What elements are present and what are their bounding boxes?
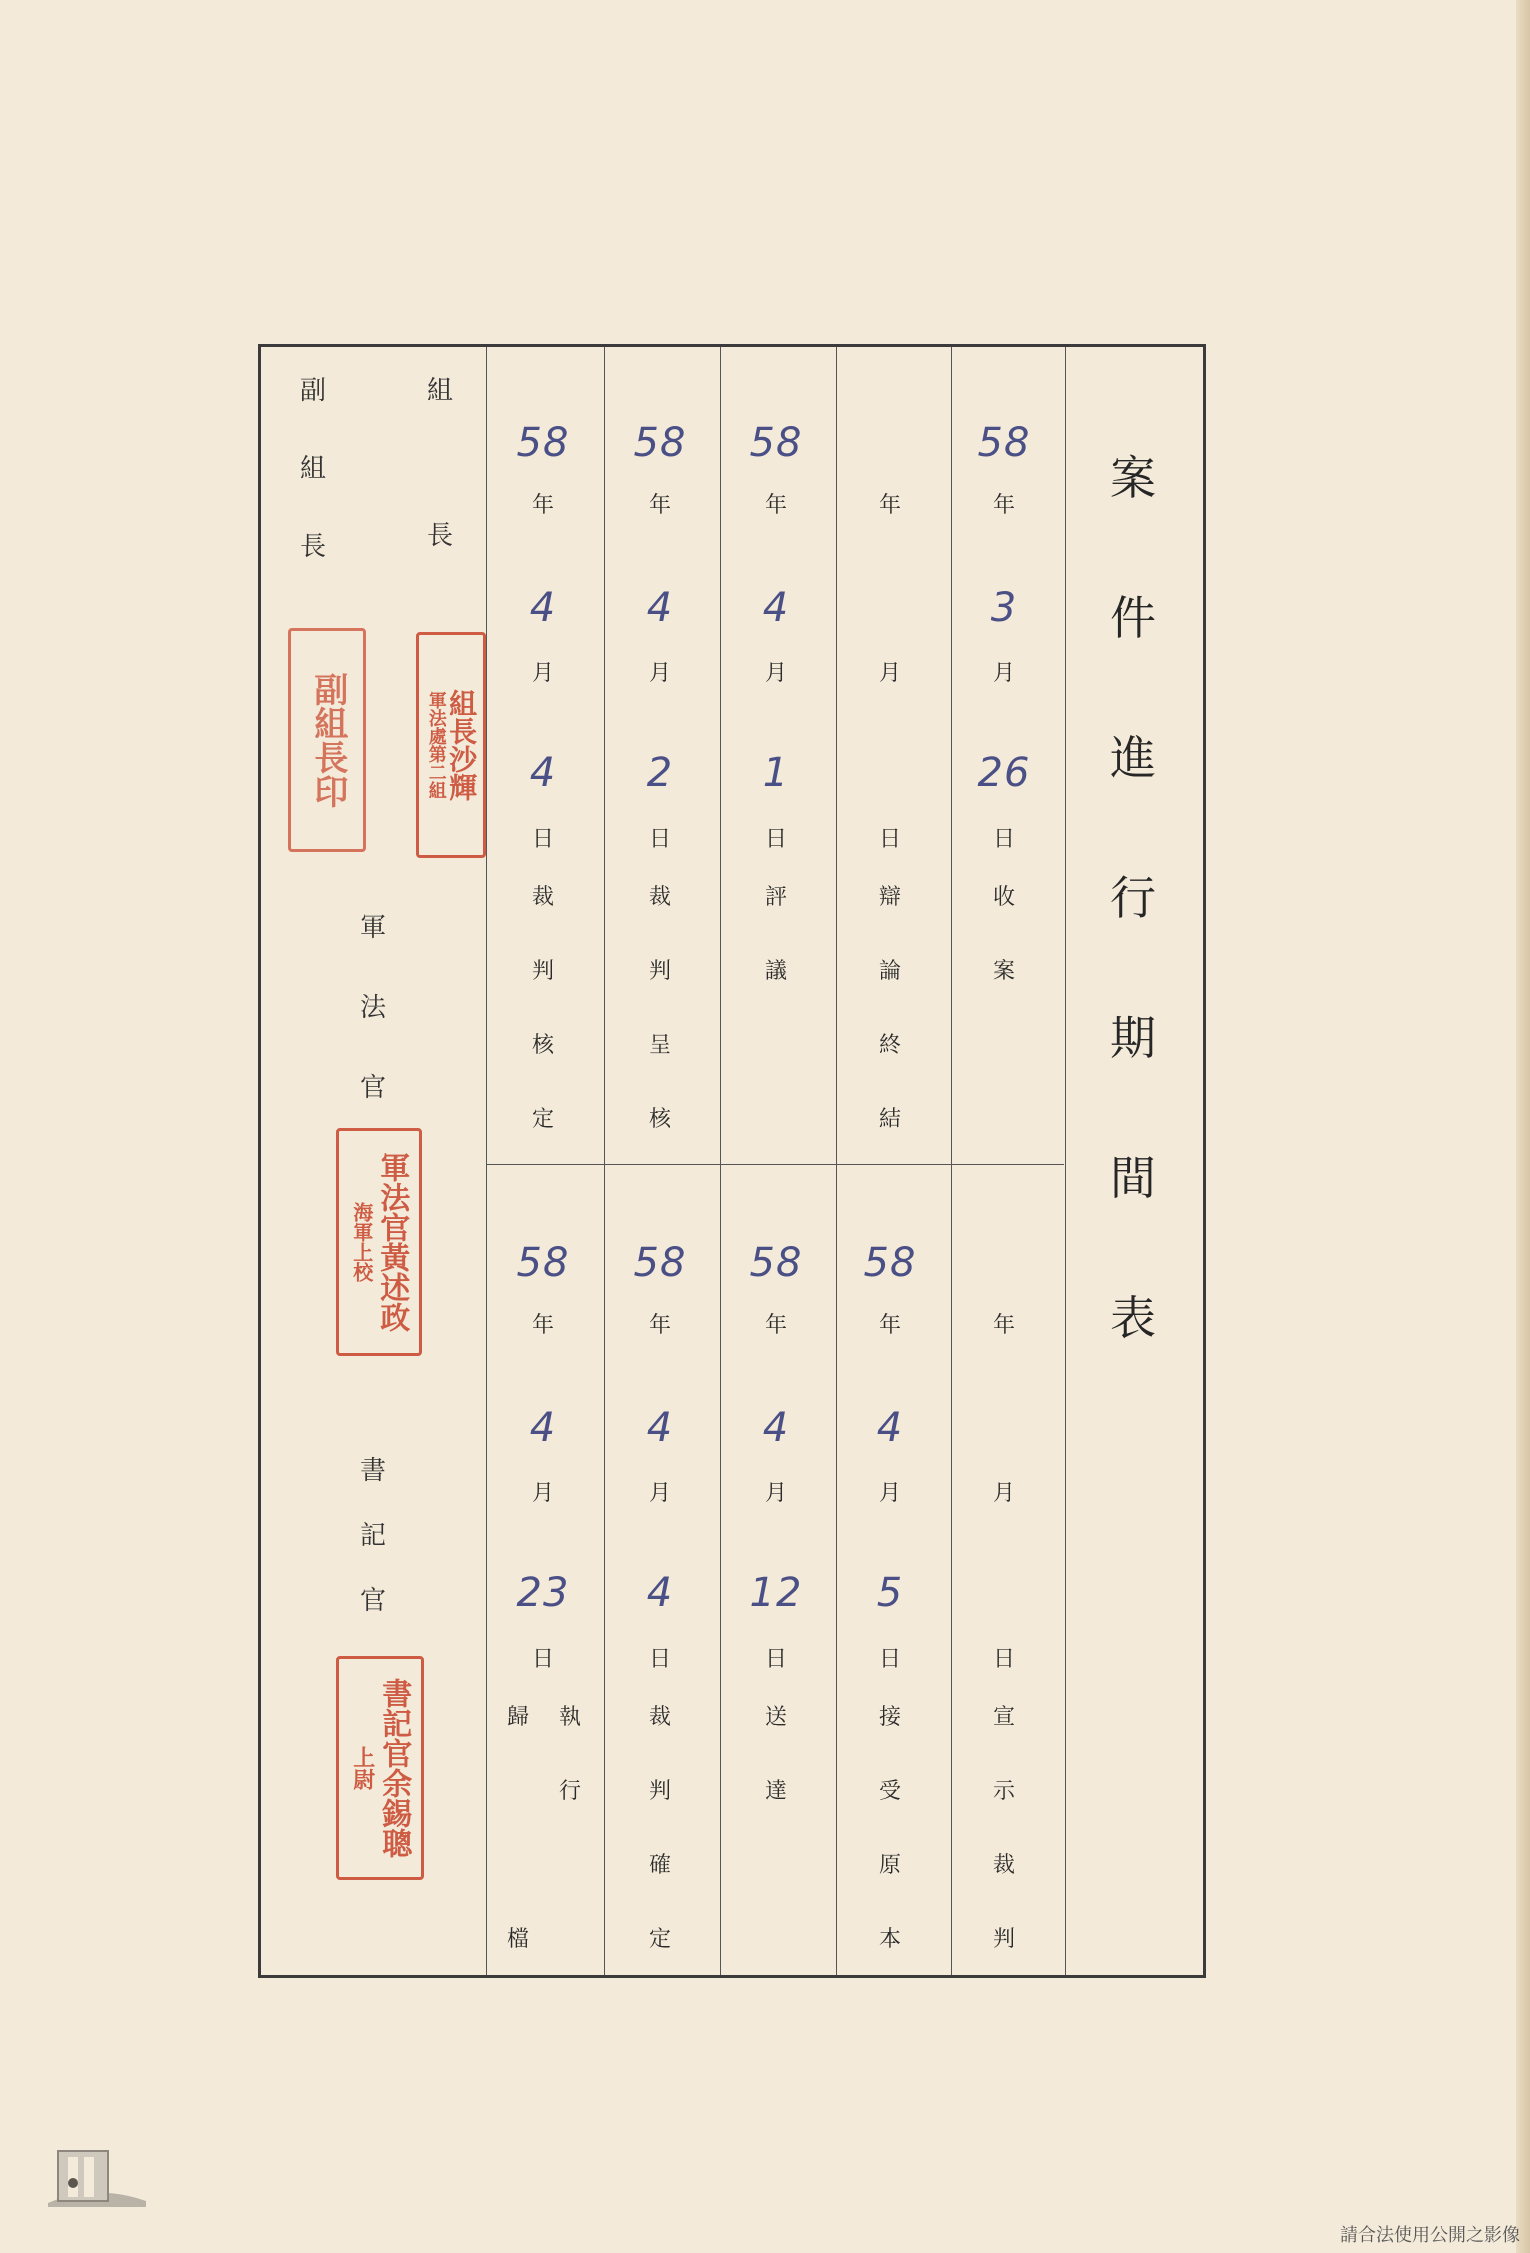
upper-row-label-char: 裁 xyxy=(532,885,555,910)
lower-row-label2-char: 歸 xyxy=(507,1705,530,1730)
archive-logo-icon xyxy=(44,2143,150,2209)
lower-row-label-char: 示 xyxy=(993,1779,1016,1804)
lower-row-year-value: 58 xyxy=(749,1240,803,1286)
lower-row-year-unit: 年 xyxy=(993,1313,1016,1338)
label-char: 副 xyxy=(300,376,327,406)
upper-row-month-value: 4 xyxy=(529,585,557,631)
lower-row-year-value: 58 xyxy=(633,1240,687,1286)
label-char: 長 xyxy=(427,521,454,551)
upper-row-year-unit: 年 xyxy=(649,493,672,518)
lower-row-label-char: 執 xyxy=(559,1705,582,1730)
lower-row-month-value: 4 xyxy=(529,1405,557,1451)
label-char: 長 xyxy=(300,532,327,562)
lower-row-label-char: 原 xyxy=(879,1853,902,1878)
upper-row-label-char: 判 xyxy=(649,959,672,984)
upper-row-year-unit: 年 xyxy=(993,493,1016,518)
lower-row-label2-char: 檔 xyxy=(507,1927,530,1952)
lower-row-day-unit: 日 xyxy=(765,1647,788,1672)
upper-row-label-char: 終 xyxy=(879,1033,902,1058)
upper-row-day-unit: 日 xyxy=(993,827,1016,852)
upper-row-label-char: 定 xyxy=(532,1107,555,1132)
upper-row-label-char: 收 xyxy=(993,885,1016,910)
upper-row-day-unit: 日 xyxy=(765,827,788,852)
upper-row-label-char: 辯 xyxy=(879,885,902,910)
lower-row-month-value: 4 xyxy=(646,1405,674,1451)
lower-row-label-char: 本 xyxy=(879,1927,902,1952)
lower-row-year-value: 58 xyxy=(516,1240,570,1286)
label-char: 官 xyxy=(360,1586,387,1616)
upper-row-label-char: 論 xyxy=(879,959,902,984)
deputy-group-leader-seal: 副組長印 xyxy=(288,628,366,852)
upper-row-month-unit: 月 xyxy=(765,661,788,686)
label-char: 記 xyxy=(360,1521,387,1551)
upper-row-label-char: 評 xyxy=(765,885,788,910)
group-leader-seal: 軍法處第二組 組長沙輝 xyxy=(416,632,486,858)
lower-row-label-char: 受 xyxy=(879,1779,902,1804)
title-char: 表 xyxy=(1110,1291,1156,1345)
upper-row-label-char: 判 xyxy=(532,959,555,984)
document-title xyxy=(1110,451,1156,1435)
upper-row-day-value: 26 xyxy=(977,750,1031,796)
upper-row-day-unit: 日 xyxy=(879,827,902,852)
label-char: 組 xyxy=(300,454,327,484)
label-char: 組 xyxy=(427,376,454,406)
lower-row-month-unit: 月 xyxy=(879,1481,902,1506)
usage-notice: 請合法使用公開之影像 xyxy=(1340,2225,1520,2246)
title-char: 件 xyxy=(1110,591,1156,645)
title-char: 案 xyxy=(1110,451,1156,505)
upper-row-year-value: 58 xyxy=(977,420,1031,466)
lower-row-day-value: 23 xyxy=(516,1570,570,1616)
lower-row-day-unit: 日 xyxy=(993,1647,1016,1672)
paper-edge xyxy=(1516,0,1530,2253)
lower-row-day-unit: 日 xyxy=(649,1647,672,1672)
lower-row-month-unit: 月 xyxy=(649,1481,672,1506)
upper-row-label-char: 呈 xyxy=(649,1033,672,1058)
upper-row-month-value: 3 xyxy=(990,585,1018,631)
upper-row-label-char: 核 xyxy=(649,1107,672,1132)
upper-row-year-unit: 年 xyxy=(765,493,788,518)
title-char: 間 xyxy=(1110,1151,1156,1205)
lower-row-year-unit: 年 xyxy=(532,1313,555,1338)
clerk-seal: 上尉 書記官余錫聰 xyxy=(336,1656,424,1880)
lower-row-month-unit: 月 xyxy=(993,1481,1016,1506)
clerk-label xyxy=(360,1458,386,1653)
title-char: 進 xyxy=(1110,731,1156,785)
upper-row-day-value: 1 xyxy=(762,750,790,796)
upper-row-label-char: 裁 xyxy=(649,885,672,910)
lower-row-month-value: 4 xyxy=(876,1405,904,1451)
upper-row-month-unit: 月 xyxy=(532,661,555,686)
label-char: 軍 xyxy=(360,913,387,943)
lower-row-label-char: 接 xyxy=(879,1705,902,1730)
upper-row-year-unit: 年 xyxy=(879,493,902,518)
label-char: 官 xyxy=(360,1073,387,1103)
lower-row-label-char: 判 xyxy=(993,1927,1016,1952)
label-char: 書 xyxy=(360,1456,387,1486)
lower-row-label-char: 送 xyxy=(765,1705,788,1730)
lower-row-label-char: 裁 xyxy=(993,1853,1016,1878)
label-char: 法 xyxy=(360,993,387,1023)
group-leader-label xyxy=(427,378,453,668)
lower-row-label-char: 判 xyxy=(649,1779,672,1804)
upper-row-year-value: 58 xyxy=(516,420,570,466)
lower-row-day-value: 4 xyxy=(646,1570,674,1616)
upper-row-label-char: 案 xyxy=(993,959,1016,984)
col-divider xyxy=(1065,347,1066,1975)
upper-row-label-char: 結 xyxy=(879,1107,902,1132)
lower-row-month-unit: 月 xyxy=(532,1481,555,1506)
title-char: 行 xyxy=(1110,871,1156,925)
upper-row-year-value: 58 xyxy=(633,420,687,466)
upper-row-label-char: 議 xyxy=(765,959,788,984)
lower-row-day-value: 12 xyxy=(749,1570,803,1616)
lower-row-year-value: 58 xyxy=(863,1240,917,1286)
military-judge-label xyxy=(360,915,386,1155)
lower-row-month-unit: 月 xyxy=(765,1481,788,1506)
lower-row-label-char: 宣 xyxy=(993,1705,1016,1730)
lower-row-label-char: 裁 xyxy=(649,1705,672,1730)
col-divider xyxy=(486,347,487,1975)
upper-row-month-unit: 月 xyxy=(649,661,672,686)
upper-row-month-unit: 月 xyxy=(879,661,902,686)
title-char: 期 xyxy=(1110,1011,1156,1065)
upper-row-month-value: 4 xyxy=(646,585,674,631)
lower-row-day-unit: 日 xyxy=(879,1647,902,1672)
lower-row-day-unit: 日 xyxy=(532,1647,555,1672)
lower-row-month-value: 4 xyxy=(762,1405,790,1451)
upper-row-year-value: 58 xyxy=(749,420,803,466)
upper-row-label-char: 核 xyxy=(532,1033,555,1058)
deputy-group-leader-label xyxy=(300,378,326,612)
lower-row-day-value: 5 xyxy=(876,1570,904,1616)
upper-row-year-unit: 年 xyxy=(532,493,555,518)
military-judge-seal: 海軍上校 軍法官黃述政 xyxy=(336,1128,422,1356)
lower-row-year-unit: 年 xyxy=(879,1313,902,1338)
upper-row-day-unit: 日 xyxy=(532,827,555,852)
upper-row-day-value: 2 xyxy=(646,750,674,796)
lower-row-year-unit: 年 xyxy=(649,1313,672,1338)
row-divider xyxy=(486,1164,1064,1165)
upper-row-month-value: 4 xyxy=(762,585,790,631)
lower-row-label-char: 定 xyxy=(649,1927,672,1952)
upper-row-day-unit: 日 xyxy=(649,827,672,852)
upper-row-month-unit: 月 xyxy=(993,661,1016,686)
lower-row-label-char: 行 xyxy=(559,1779,582,1804)
lower-row-label-char: 達 xyxy=(765,1779,788,1804)
lower-row-label-char: 確 xyxy=(649,1853,672,1878)
lower-row-year-unit: 年 xyxy=(765,1313,788,1338)
upper-row-day-value: 4 xyxy=(529,750,557,796)
col-divider xyxy=(836,347,837,1975)
